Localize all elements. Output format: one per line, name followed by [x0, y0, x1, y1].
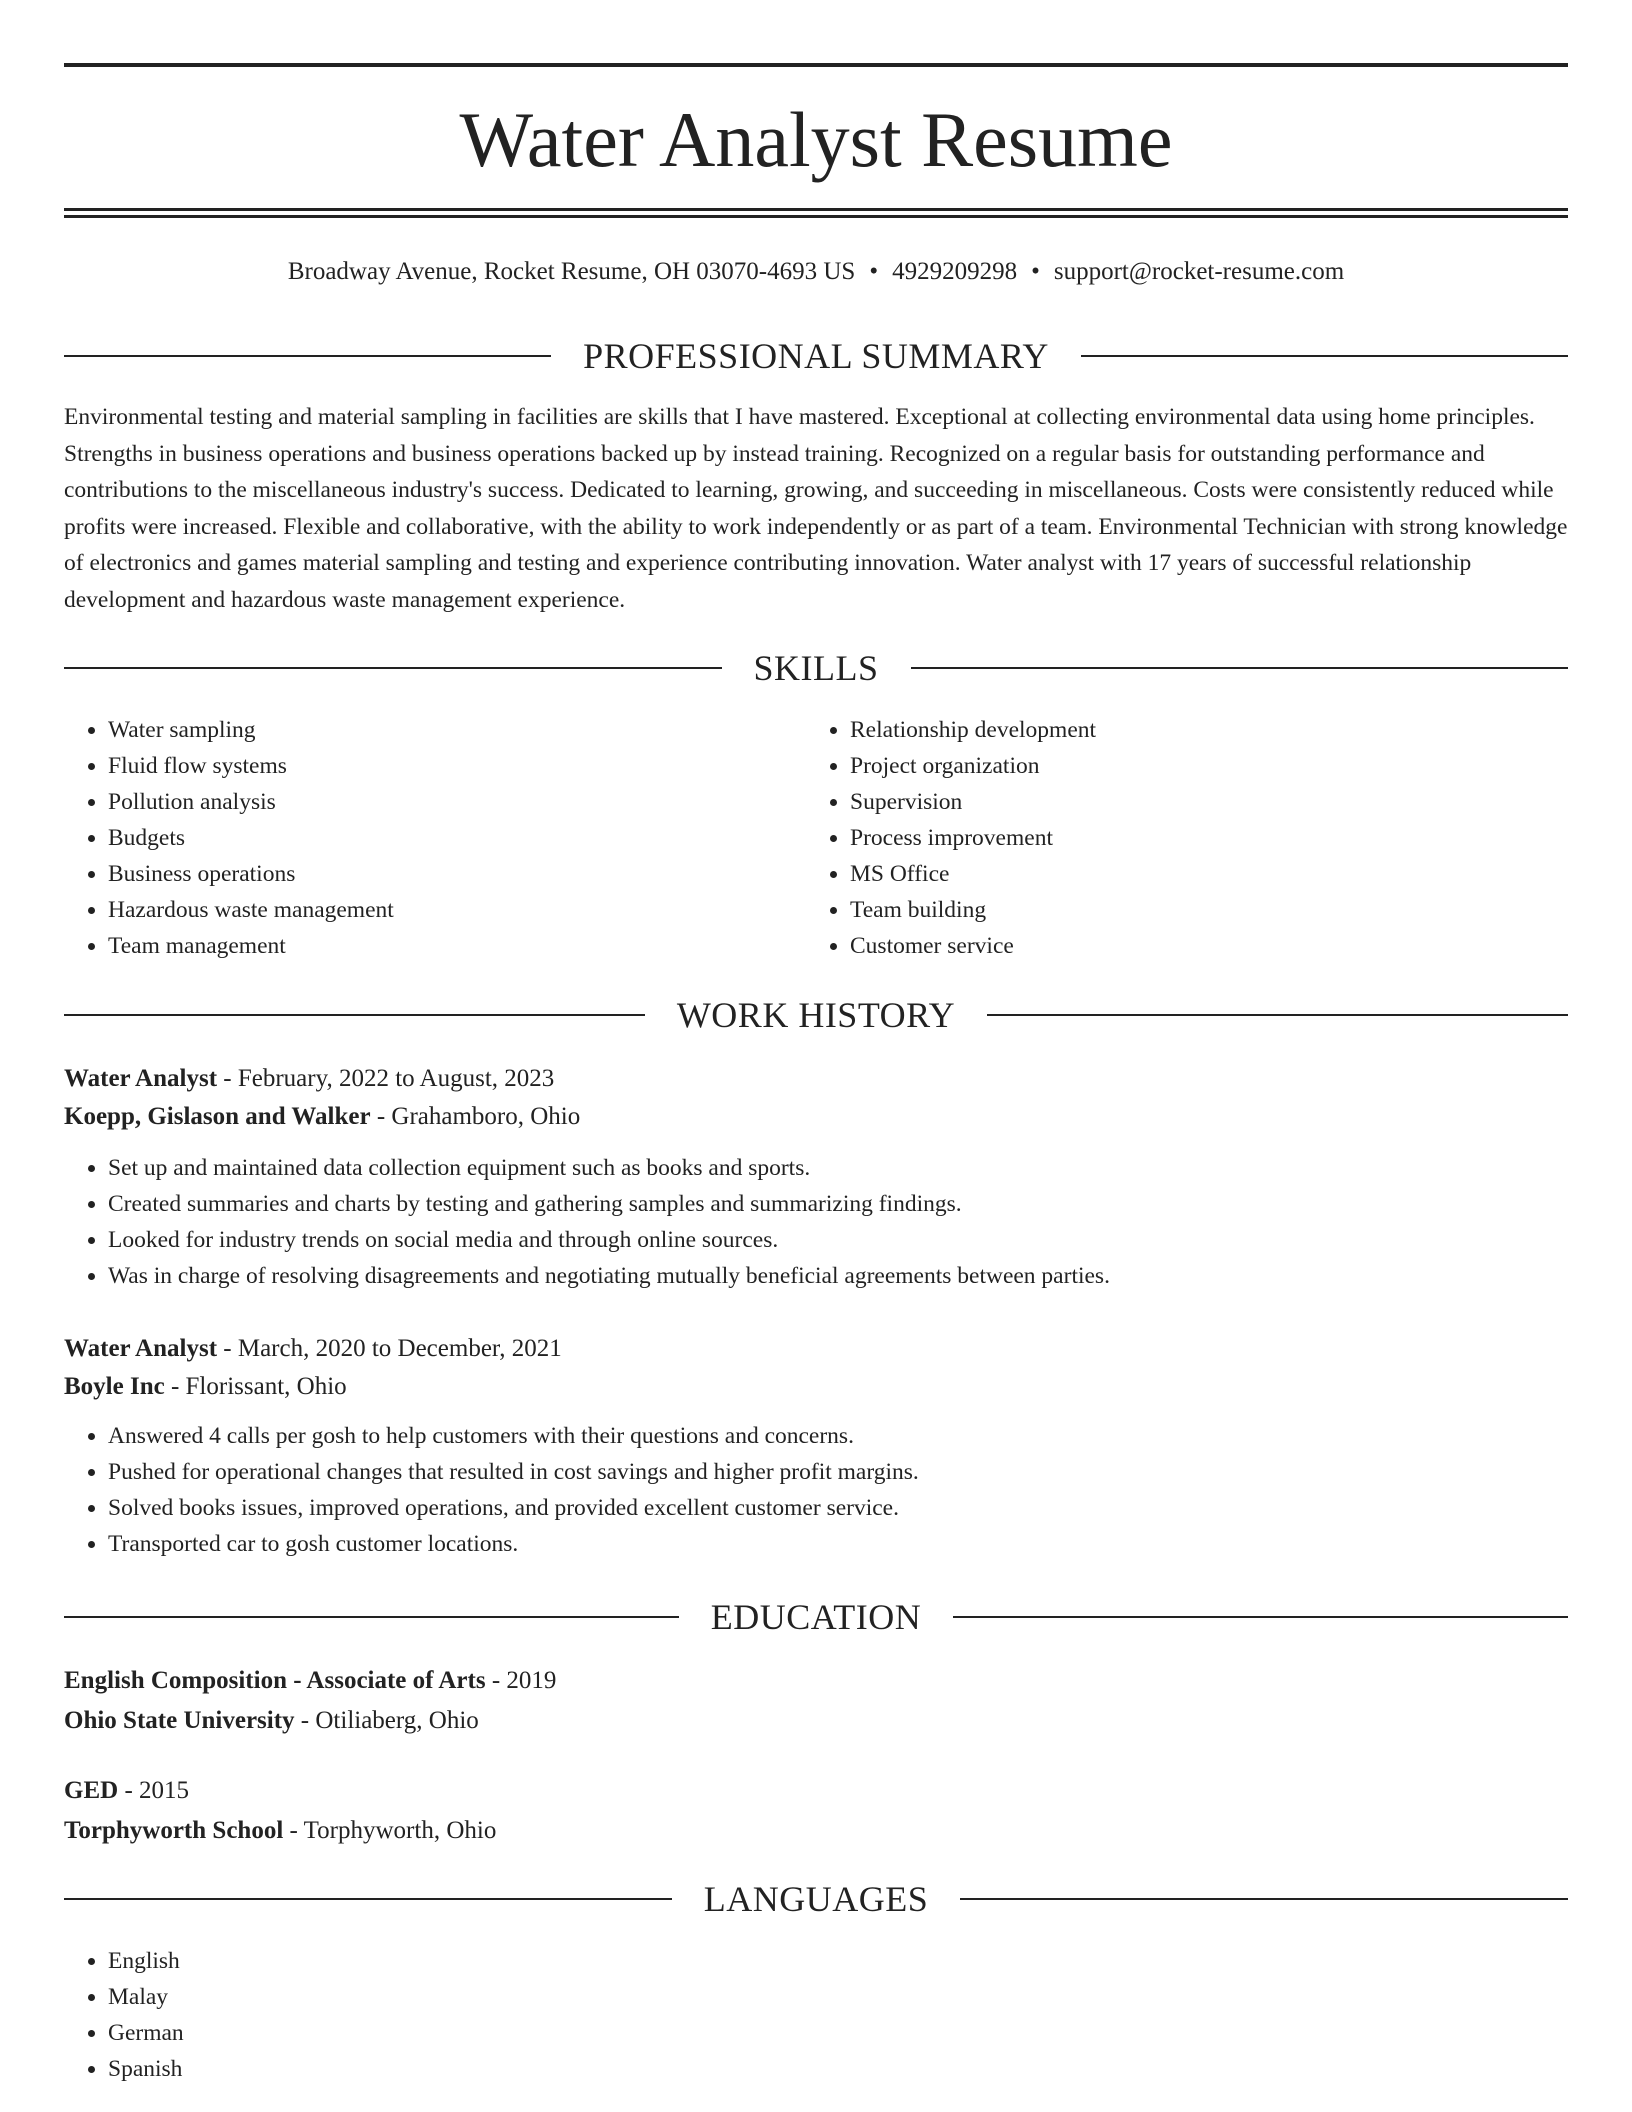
- skill-item: • Budgets: [108, 820, 804, 856]
- education-degree: GED: [64, 1777, 119, 1804]
- job-company: Boyle Inc: [64, 1373, 165, 1400]
- education-school-line: [64, 1701, 1568, 1741]
- job-entry: [64, 1060, 1568, 1294]
- skill-item: • Relationship development: [850, 712, 1546, 748]
- job-dates: - March, 2020 to December, 2021: [217, 1335, 562, 1362]
- job-bullet: • Answered 4 calls per gosh to help customers with their questions and concerns.: [108, 1418, 1568, 1454]
- section-title: SKILLS: [753, 648, 879, 688]
- title-rule-lower: [64, 215, 1568, 218]
- education-year: - 2019: [485, 1667, 557, 1694]
- skill-item: • Customer service: [850, 928, 1546, 964]
- section-title: EDUCATION: [710, 1597, 922, 1637]
- heading-rule-right: [953, 1616, 1568, 1618]
- contact-separator: •: [869, 258, 879, 285]
- education-school-line: [64, 1811, 1568, 1851]
- language-item: • Spanish: [108, 2051, 1568, 2087]
- language-item: • Malay: [108, 1979, 1568, 2015]
- education-year: - 2015: [118, 1777, 190, 1804]
- skill-item: • Business operations: [108, 856, 804, 892]
- job-bullet: • Created summaries and charts by testing and gathering samples and summarizing findings.: [108, 1186, 1568, 1222]
- contact-phone: 4929209298: [892, 258, 1018, 285]
- summary-text: Environmental testing and material sampling in facilities are skills that I have mastered. Exceptional at collecting environmental data using home principles. Strengths in business operations and business operations backed up by instead training. Recognized on a regular basis for outstanding performance and contributions to the miscellaneous industry's success. Dedicated to learning, growing, and succeeding in miscellaneous. Costs were consistently reduced while profits were increased. Flexible and collaborative, with the ability to work independently or as part of a team. Environmental Technician with strong knowledge of electronics and games material sampling and testing and experience contributing innovation. Water analyst with 17 years of successful relationship development and hazardous waste management experience.: [64, 404, 1568, 613]
- section-title: WORK HISTORY: [676, 995, 956, 1035]
- languages-list: [64, 1943, 1568, 2087]
- job-title: Water Analyst: [64, 1065, 218, 1092]
- skill-item: • MS Office: [850, 856, 1546, 892]
- title-rule-upper: [64, 208, 1568, 211]
- heading-rule-left: [64, 1898, 672, 1900]
- contact-separator: •: [1031, 258, 1040, 285]
- education-school: Torphyworth School: [64, 1817, 284, 1844]
- heading-rule-left: [64, 667, 722, 669]
- summary-heading: [64, 334, 1568, 378]
- job-bullets: [64, 1418, 1568, 1562]
- job-company-line: [64, 1098, 1568, 1136]
- job-title-line: [64, 1330, 1568, 1368]
- skill-item: • Process improvement: [850, 820, 1546, 856]
- skills-heading: [64, 646, 1568, 690]
- skill-item: • Team building: [850, 892, 1546, 928]
- language-item: • German: [108, 2015, 1568, 2051]
- job-location: - Grahamboro, Ohio: [370, 1103, 581, 1130]
- job-location: - Florissant, Ohio: [164, 1373, 347, 1400]
- skill-item: • Project organization: [850, 748, 1546, 784]
- heading-rule-right: [987, 1014, 1568, 1016]
- skills-right-list: [806, 712, 1546, 964]
- skill-item: • Hazardous waste management: [108, 892, 804, 928]
- heading-rule-left: [64, 355, 551, 357]
- skills-left-list: [64, 712, 804, 964]
- job-title: Water Analyst: [64, 1335, 218, 1362]
- education-degree: English Composition - Associate of Arts: [64, 1667, 486, 1694]
- contact-line: [64, 254, 1568, 290]
- job-bullet: • Transported car to gosh customer locations.: [108, 1526, 1568, 1562]
- language-item: • English: [108, 1943, 1568, 1979]
- languages-block: [64, 1943, 1568, 2087]
- job-company: Koepp, Gislason and Walker: [64, 1103, 371, 1130]
- job-entry: [64, 1330, 1568, 1562]
- education-location: - Otiliaberg, Ohio: [294, 1707, 479, 1734]
- job-bullets: [64, 1150, 1568, 1294]
- job-bullet: • Looked for industry trends on social media and through online sources.: [108, 1222, 1568, 1258]
- section-title: LANGUAGES: [703, 1879, 929, 1919]
- job-bullet: • Solved books issues, improved operations, and provided excellent customer service.: [108, 1490, 1568, 1526]
- top-rule: [64, 63, 1568, 67]
- education-entry: [64, 1661, 1568, 1741]
- education-school: Ohio State University: [64, 1707, 295, 1734]
- education-entry: [64, 1771, 1568, 1851]
- skill-item: • Team management: [108, 928, 804, 964]
- heading-rule-right: [960, 1898, 1568, 1900]
- page-title: Water Analyst Resume: [459, 96, 1173, 183]
- skill-item: • Pollution analysis: [108, 784, 804, 820]
- heading-rule-right: [911, 667, 1569, 669]
- heading-rule-right: [1081, 355, 1568, 357]
- languages-heading: [64, 1877, 1568, 1921]
- job-dates: - February, 2022 to August, 2023: [217, 1065, 555, 1092]
- education-degree-line: [64, 1771, 1568, 1811]
- job-bullet: • Pushed for operational changes that resulted in cost savings and higher profit margins.: [108, 1454, 1568, 1490]
- skills-right-column: [806, 712, 1546, 964]
- heading-rule-left: [64, 1014, 645, 1016]
- section-title: PROFESSIONAL SUMMARY: [583, 336, 1049, 376]
- job-company-line: [64, 1368, 1568, 1406]
- education-location: - Torphyworth, Ohio: [283, 1817, 497, 1844]
- skills-left-column: [64, 712, 804, 964]
- skill-item: • Supervision: [850, 784, 1546, 820]
- contact-email: support@rocket-resume.com: [1053, 258, 1345, 285]
- work-heading: [64, 993, 1568, 1037]
- contact-address: Broadway Avenue, Rocket Resume, OH 03070-4693 US: [287, 258, 856, 285]
- job-bullet: • Was in charge of resolving disagreements and negotiating mutually beneficial agreements between parties.: [108, 1258, 1568, 1294]
- job-bullet: • Set up and maintained data collection equipment such as books and sports.: [108, 1150, 1568, 1186]
- skill-item: • Fluid flow systems: [108, 748, 804, 784]
- heading-rule-left: [64, 1616, 679, 1618]
- job-title-line: [64, 1060, 1568, 1098]
- education-degree-line: [64, 1661, 1568, 1701]
- education-heading: [64, 1595, 1568, 1639]
- skill-item: • Water sampling: [108, 712, 804, 748]
